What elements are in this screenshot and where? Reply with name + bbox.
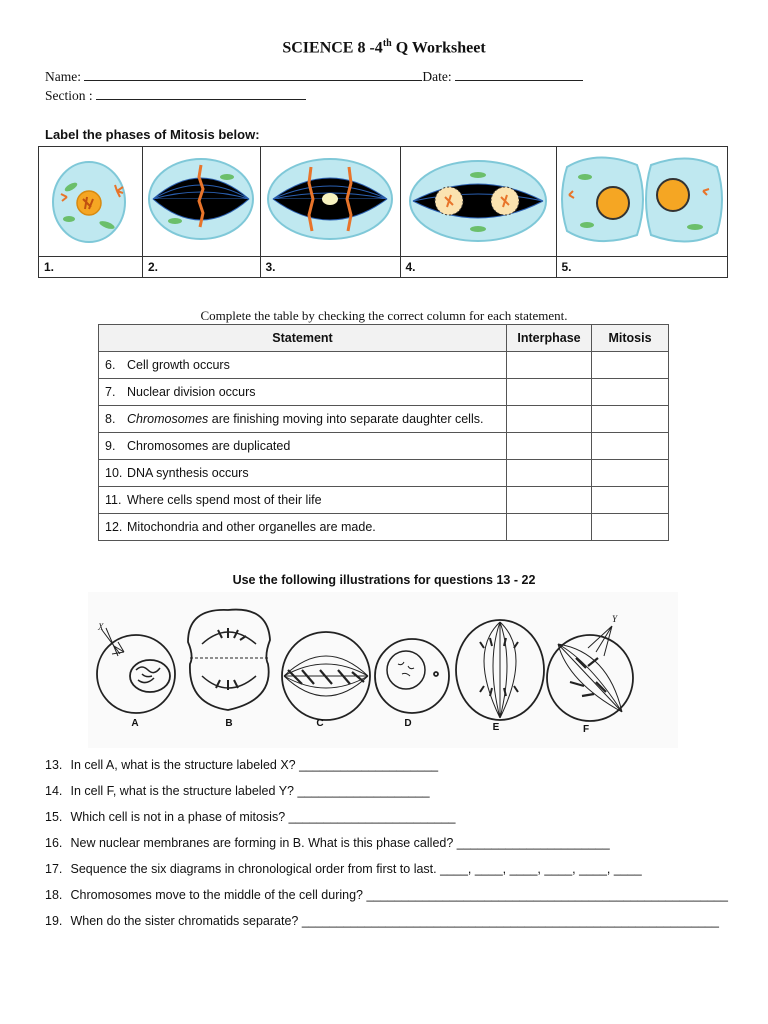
- mitosis-check[interactable]: [592, 379, 669, 406]
- col-statement: Statement: [99, 325, 507, 352]
- interphase-check[interactable]: [507, 406, 592, 433]
- date-field[interactable]: [455, 68, 583, 81]
- pointer-label-x: X: [98, 622, 104, 632]
- question-13: 13. In cell A, what is the structure labeled X? ____________________: [45, 758, 439, 772]
- telophase-cell-illustration: [401, 147, 555, 251]
- phase-image-3: [260, 147, 400, 257]
- phase-answer-2[interactable]: 2.: [143, 257, 261, 278]
- cell-label-f: F: [582, 724, 590, 735]
- mitosis-illustrations: [88, 592, 678, 748]
- phase-answer-1[interactable]: 1.: [39, 257, 143, 278]
- col-interphase: Interphase: [507, 325, 592, 352]
- cell-label-a: A: [131, 718, 139, 729]
- statement-cell: 7. Nuclear division occurs: [99, 379, 507, 406]
- interphase-check[interactable]: [507, 352, 592, 379]
- interphase-check[interactable]: [507, 379, 592, 406]
- cell-label-b: B: [225, 718, 233, 729]
- mitosis-check[interactable]: [592, 406, 669, 433]
- mitosis-phases-instruction: Label the phases of Mitosis below:: [45, 127, 260, 142]
- question-15: 15. Which cell is not in a phase of mitosis? ________________________: [45, 810, 456, 824]
- question-16: 16. New nuclear membranes are forming in B. What is this phase called? ______________________: [45, 836, 610, 850]
- date-label: Date:: [422, 69, 452, 84]
- table-row: [99, 514, 669, 541]
- cell-label-d: D: [404, 718, 412, 729]
- mitosis-check[interactable]: [592, 433, 669, 460]
- phase-answer-5[interactable]: 5.: [556, 257, 728, 278]
- questions-list: [45, 758, 745, 938]
- interphase-check[interactable]: [507, 487, 592, 514]
- mitosis-check[interactable]: [592, 460, 669, 487]
- cell-label-e: E: [492, 722, 500, 733]
- phase-image-2: [143, 147, 261, 257]
- cell-label-c: C: [316, 718, 324, 729]
- statement-cell: 9. Chromosomes are duplicated: [99, 433, 507, 460]
- mitosis-check[interactable]: [592, 352, 669, 379]
- table-instruction: Complete the table by checking the correct column for each statement.: [200, 308, 568, 323]
- question-14: 14. In cell F, what is the structure labeled Y? ___________________: [45, 784, 430, 798]
- statement-cell: 11. Where cells spend most of their life: [99, 487, 507, 514]
- table-row: [99, 487, 669, 514]
- table-row: [99, 460, 669, 487]
- phase-answer-3[interactable]: 3.: [260, 257, 400, 278]
- question-17: 17. Sequence the six diagrams in chronological order from first to last. ____, ____, ____, ____, ____, ____: [45, 862, 642, 876]
- question-19: 19. When do the sister chromatids separate? ____________________________________________________________: [45, 914, 719, 928]
- name-field[interactable]: [84, 68, 422, 81]
- interphase-mitosis-table: [98, 324, 669, 541]
- cytokinesis-cell-illustration: [557, 147, 727, 251]
- interphase-check[interactable]: [507, 433, 592, 460]
- anaphase-cell-illustration: [261, 147, 399, 251]
- section-field[interactable]: [96, 87, 306, 100]
- table-row: [99, 406, 669, 433]
- name-row: [45, 68, 583, 85]
- worksheet-title: SCIENCE 8 -4th Q Worksheet: [282, 38, 486, 57]
- section-row: [45, 87, 306, 104]
- interphase-check[interactable]: [507, 514, 592, 541]
- table-row: [99, 379, 669, 406]
- mitosis-phase-table: [38, 146, 728, 278]
- table-row: [99, 352, 669, 379]
- pointer-label-y: Y: [612, 614, 618, 624]
- prophase-cell-illustration: [39, 147, 141, 251]
- statement-cell: 8. Chromosomes are finishing moving into separate daughter cells.: [99, 406, 507, 433]
- metaphase-cell-illustration: [143, 147, 259, 251]
- phase-answer-4[interactable]: 4.: [400, 257, 556, 278]
- section-label: Section :: [45, 88, 93, 103]
- interphase-check[interactable]: [507, 460, 592, 487]
- phase-image-5: [556, 147, 728, 257]
- question-18: 18. Chromosomes move to the middle of the cell during? ____________________________________________________: [45, 888, 728, 902]
- statement-cell: 12. Mitochondria and other organelles are made.: [99, 514, 507, 541]
- mitosis-check[interactable]: [592, 514, 669, 541]
- illustrations-instruction: Use the following illustrations for questions 13 - 22: [232, 573, 536, 587]
- statement-cell: 10. DNA synthesis occurs: [99, 460, 507, 487]
- table-row: [99, 433, 669, 460]
- phase-image-1: [39, 147, 143, 257]
- mitosis-check[interactable]: [592, 487, 669, 514]
- name-label: Name:: [45, 69, 81, 84]
- statement-cell: 6. Cell growth occurs: [99, 352, 507, 379]
- phase-image-4: [400, 147, 556, 257]
- col-mitosis: Mitosis: [592, 325, 669, 352]
